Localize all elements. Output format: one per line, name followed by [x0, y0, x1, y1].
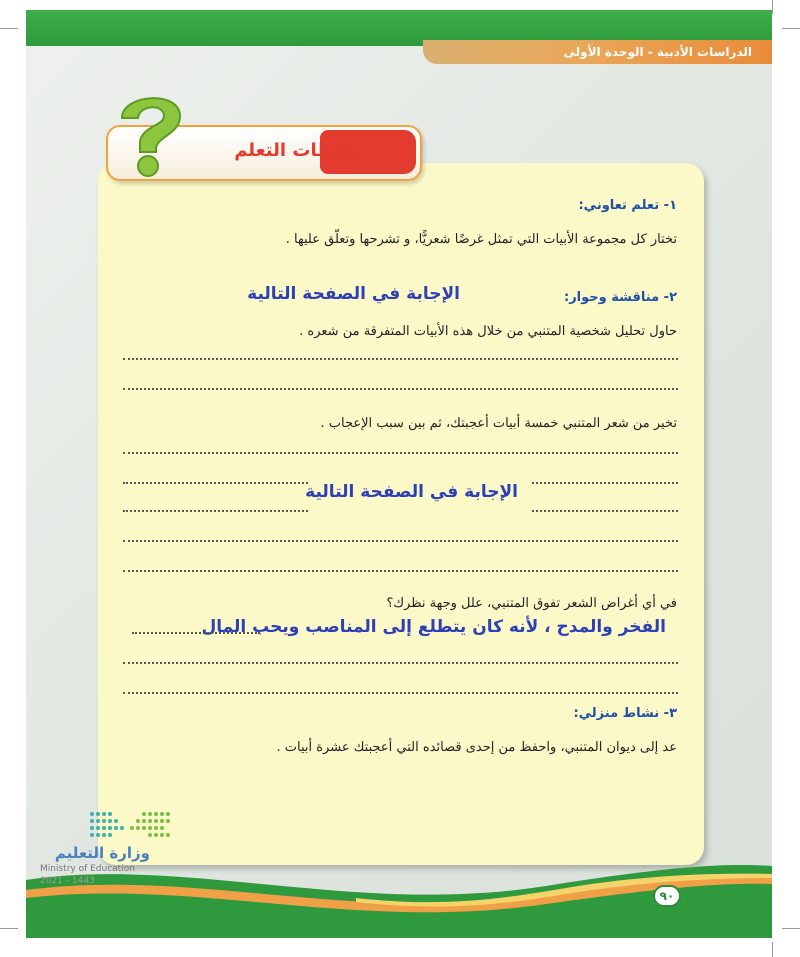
answer-line: [532, 502, 678, 512]
answer-line: [123, 474, 308, 484]
section-3-text: عد إلى ديوان المتنبي، واحفظ من إحدى قصائده التي أعجبتك عشرة أبيات .: [276, 740, 677, 755]
answer-line: [123, 444, 678, 454]
answer-line: [123, 502, 308, 512]
unit-header-tab: [423, 40, 772, 64]
unit-title: الدراسات الأدبية - الوحدة الأولى: [563, 45, 752, 59]
crop-mark: [772, 942, 773, 957]
crop-mark: [782, 28, 800, 29]
section-1-heading: ١- تعلم تعاوني:: [578, 198, 677, 213]
page-number: ٩٠: [653, 885, 681, 907]
answer-line: [123, 654, 678, 664]
crop-mark: [0, 928, 18, 929]
question-2c: في أي أغراض الشعر تفوق المتنبي، علل وجهة نظرك؟: [386, 596, 677, 611]
question-2a: حاول تحليل شخصية المتنبي من خلال هذه الأبيات المتفرقة من شعره .: [299, 324, 677, 339]
answer-line: [123, 562, 678, 572]
crop-mark: [0, 28, 18, 29]
answer-line: [123, 532, 678, 542]
activities-panel: [98, 163, 704, 865]
answer-line: [123, 350, 678, 360]
banner-title: نشاطات التعلم: [234, 140, 366, 161]
answer-note-1: الإجابة في الصفحة التالية: [247, 284, 460, 304]
answer-line: [132, 624, 260, 634]
answer-note-2: الإجابة في الصفحة التالية: [305, 482, 518, 502]
answer-line: [123, 684, 678, 694]
answer-line: [123, 380, 678, 390]
answer-line: [532, 474, 678, 484]
section-2-heading: ٢- مناقشة وحوار:: [564, 290, 677, 305]
ministry-name-english: Ministry of Education: [40, 864, 135, 874]
question-mark-icon: [112, 86, 190, 178]
question-2c-answer: الفخر والمدح ، لأنه كان يتطلع إلى المناصب ويحب المال: [201, 617, 666, 637]
edition-year: 2021 - 1443: [40, 876, 95, 886]
section-1-text: تختار كل مجموعة الأبيات التي تمثل غرضًا شعريًّا، و تشرحها وتعلّق عليها .: [285, 232, 677, 247]
ministry-name-arabic: وزارة التعليم: [54, 844, 150, 862]
crop-mark: [782, 928, 800, 929]
ministry-logo-icon: [84, 808, 184, 842]
question-2b: تخير من شعر المتنبي خمسة أبيات أعجبتك، ثم بين سبب الإعجاب .: [320, 416, 677, 431]
section-3-heading: ٣- نشاط منزلي:: [573, 706, 677, 721]
crop-mark: [772, 0, 773, 14]
